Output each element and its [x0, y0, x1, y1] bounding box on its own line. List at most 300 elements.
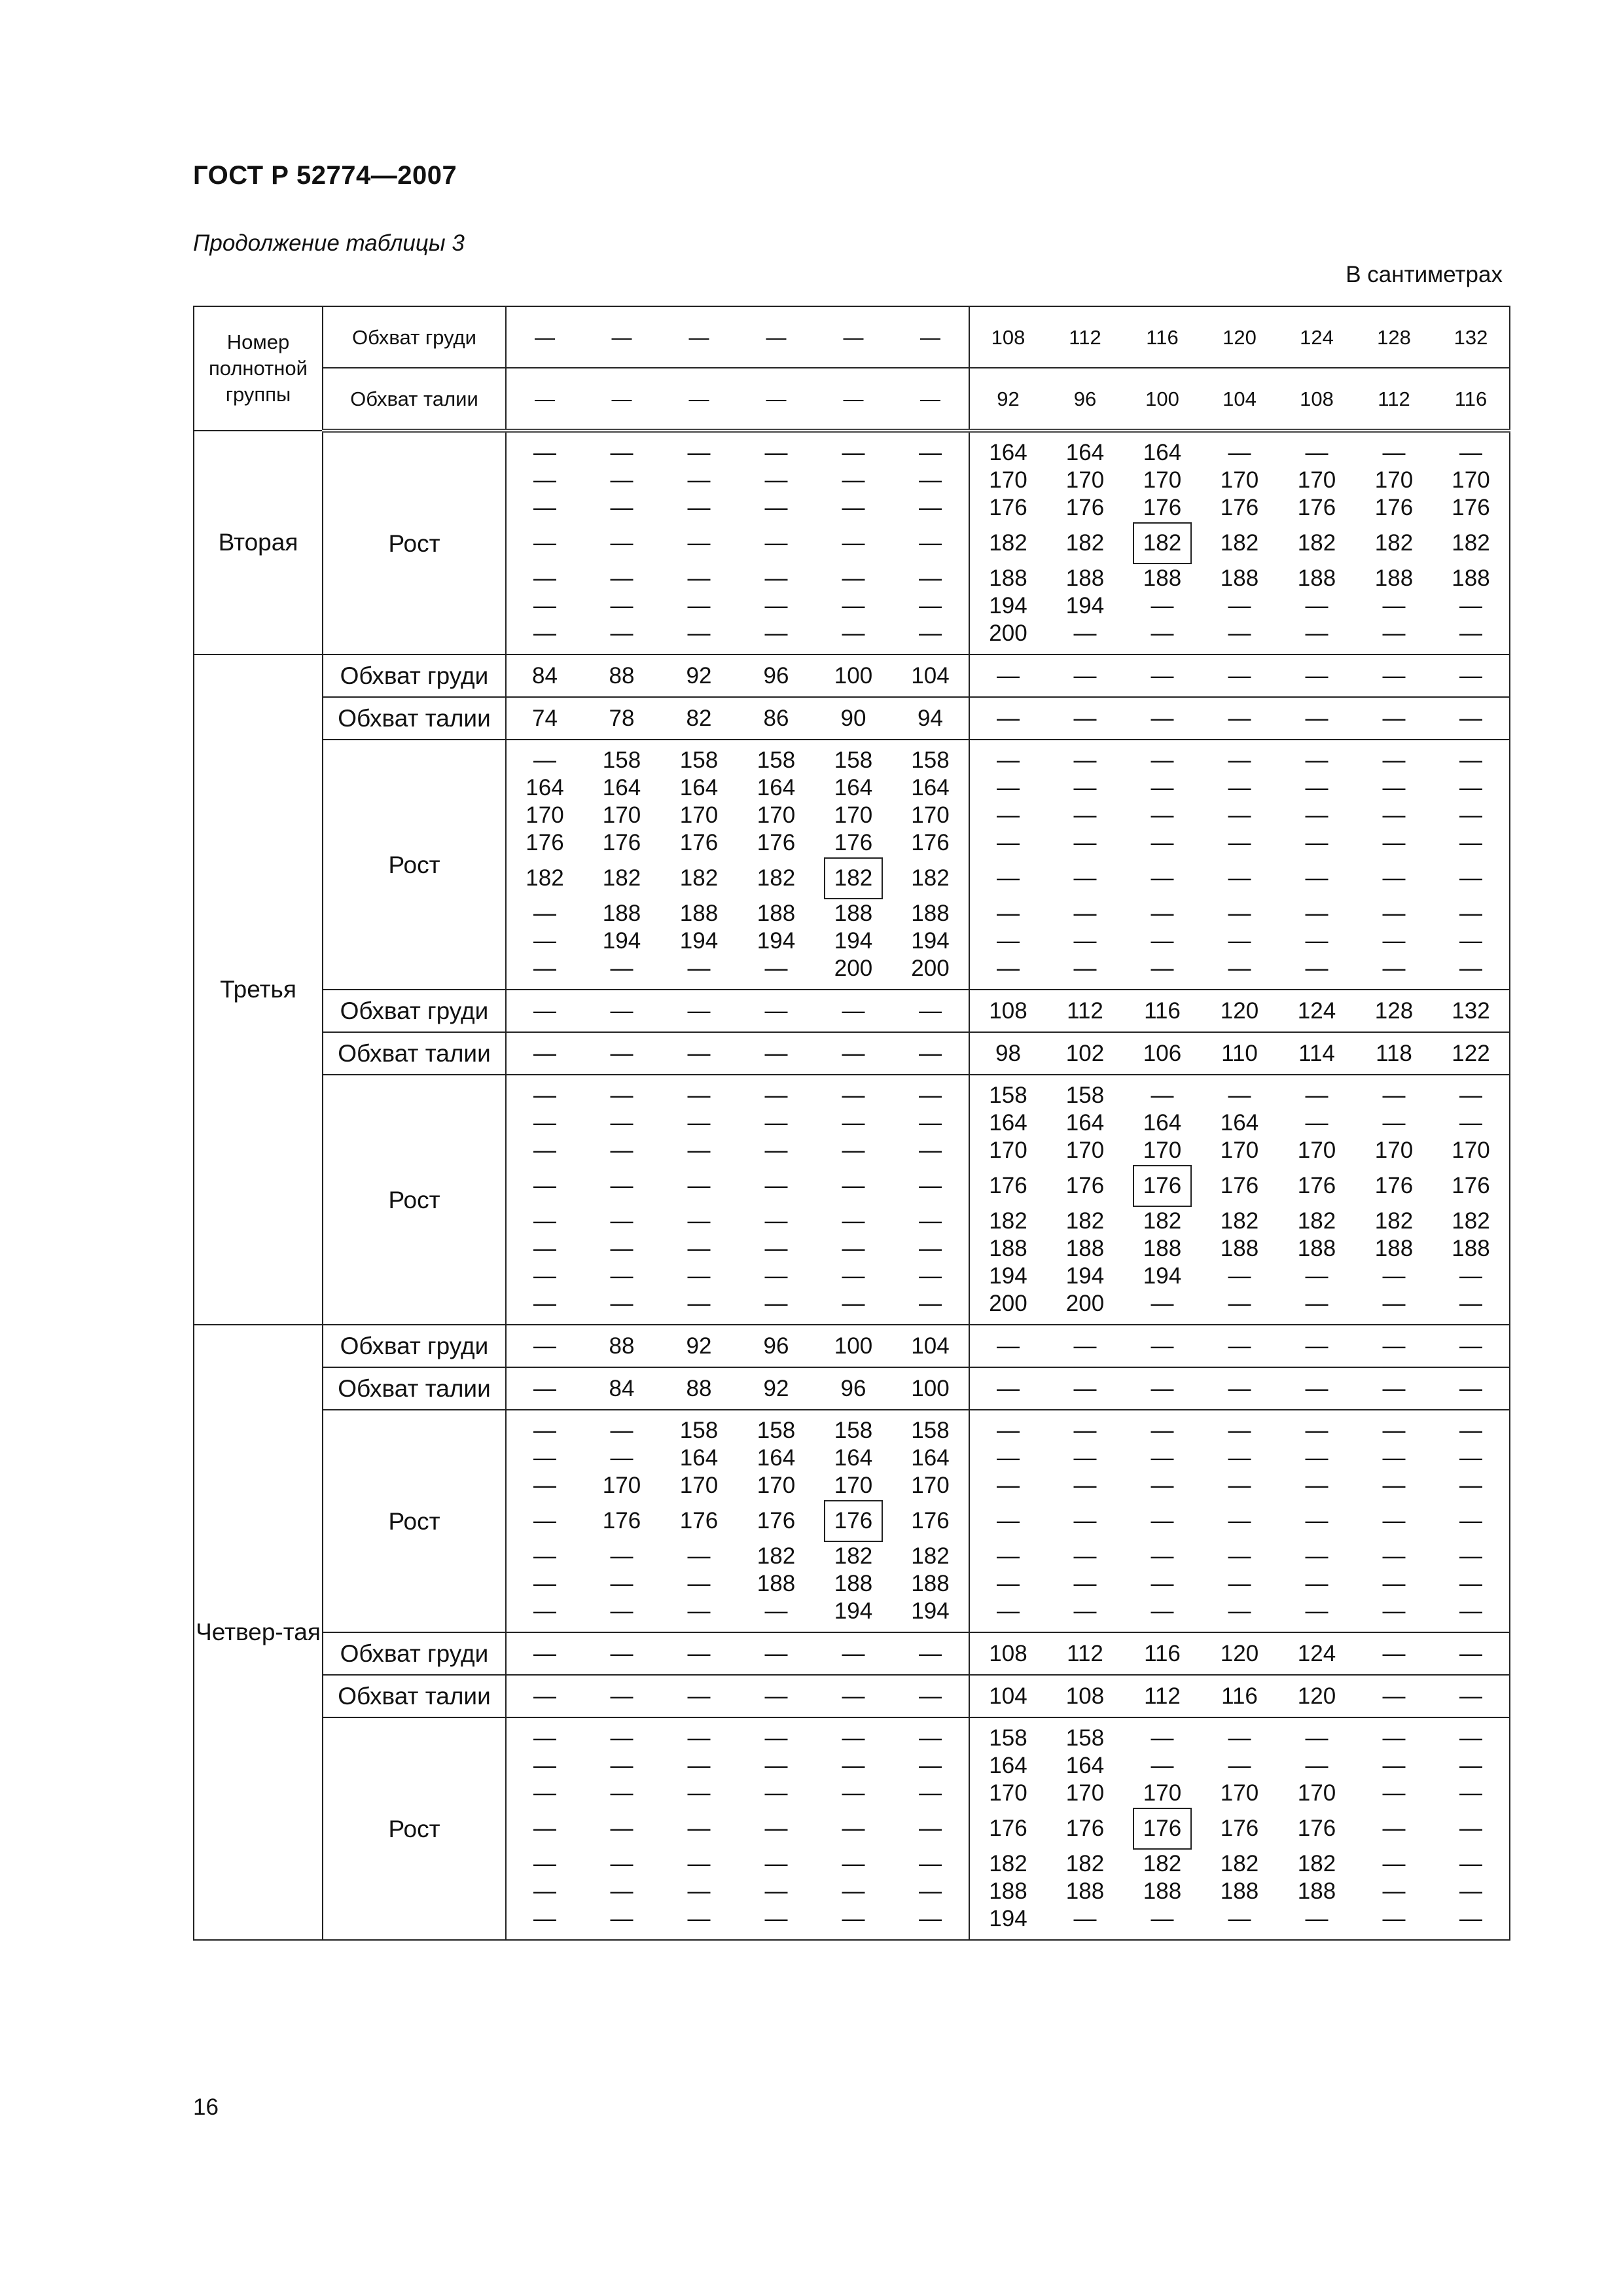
height-stack: [507, 1075, 583, 1324]
height-value: —: [764, 1598, 788, 1624]
table-cell: —: [1278, 697, 1355, 740]
height-value: —: [687, 620, 711, 646]
height-value: 164: [1220, 1110, 1259, 1136]
height-value: —: [687, 1543, 711, 1569]
height-value: 188: [757, 901, 796, 926]
height-value: 170: [1220, 1780, 1259, 1806]
height-stack: [1278, 740, 1355, 989]
height-value: —: [1228, 956, 1251, 981]
height-value: —: [1150, 928, 1174, 954]
height-stack: [1433, 740, 1509, 989]
height-column: [969, 431, 1046, 655]
height-value: 188: [1065, 1878, 1105, 1904]
height-value: —: [1305, 1263, 1329, 1289]
height-value: 158: [757, 1418, 796, 1443]
height-value: —: [687, 495, 711, 520]
table-cell: —: [660, 1675, 738, 1717]
height-stack: [1201, 1410, 1278, 1632]
table-cell: 92: [969, 368, 1046, 431]
height-value: 194: [911, 928, 950, 954]
height-value: —: [919, 1816, 942, 1841]
table-cell: 96: [1046, 368, 1124, 431]
height-value: 188: [1374, 565, 1414, 591]
table-cell: —: [660, 1632, 738, 1675]
table-cell: 102: [1046, 1032, 1124, 1075]
height-value: —: [764, 1878, 788, 1904]
table-cell: —: [506, 368, 583, 431]
height-row: [194, 740, 1510, 990]
height-value: —: [1459, 1878, 1482, 1904]
height-value: 170: [602, 802, 641, 828]
measurement-label: Обхват груди: [323, 1325, 506, 1367]
height-column: [1433, 1410, 1510, 1632]
height-value: 182: [1065, 530, 1105, 556]
height-value: 182: [679, 865, 719, 891]
height-value: —: [1228, 620, 1251, 646]
height-value: —: [1150, 1598, 1174, 1624]
table-cell: 92: [660, 1325, 738, 1367]
height-value: —: [1073, 1571, 1097, 1596]
height-value: —: [1073, 802, 1097, 828]
height-value: —: [997, 1418, 1020, 1443]
height-value: —: [533, 1173, 556, 1198]
height-value: 182: [1220, 530, 1259, 556]
height-value: —: [1228, 830, 1251, 855]
height-value: —: [1073, 747, 1097, 773]
height-value: 182: [526, 865, 564, 891]
height-value: 164: [602, 775, 641, 800]
height-value: 182: [1143, 1851, 1182, 1876]
measurement-row: [194, 1675, 1510, 1717]
height-column: [1124, 740, 1201, 990]
height-value: —: [997, 928, 1020, 954]
table-cell: —: [506, 1367, 583, 1410]
height-value: 158: [989, 1725, 1027, 1751]
height-value: —: [919, 530, 942, 556]
height-value: 182: [1374, 1208, 1414, 1234]
table-cell: —: [969, 1367, 1046, 1410]
table-cell: —: [815, 990, 892, 1032]
table-cell: —: [892, 1032, 969, 1075]
table-cell: 120: [1201, 1632, 1278, 1675]
height-column: [583, 1717, 660, 1940]
height-stack: [660, 433, 738, 654]
height-value: 170: [989, 467, 1027, 493]
height-value: —: [1459, 747, 1482, 773]
height-stack: [1433, 1410, 1509, 1632]
height-column: [660, 431, 738, 655]
measurement-label: Обхват талии: [323, 1032, 506, 1075]
height-value: —: [1305, 1445, 1329, 1471]
height-value: —: [1305, 747, 1329, 773]
height-row: [194, 1717, 1510, 1940]
height-value: 176: [1065, 495, 1105, 520]
table-cell: —: [1201, 1325, 1278, 1367]
height-value: 200: [989, 1291, 1027, 1316]
height-stack: [1278, 1075, 1355, 1324]
height-value: —: [1150, 901, 1174, 926]
height-stack: [892, 1718, 969, 1939]
height-value: —: [1305, 1473, 1329, 1498]
height-column: [738, 740, 815, 990]
table-cell: —: [660, 1032, 738, 1075]
table-cell: 100: [815, 655, 892, 697]
table-cell: —: [892, 1675, 969, 1717]
height-stack: [970, 433, 1046, 654]
height-value: —: [1073, 620, 1097, 646]
boxed-value: 176: [824, 1500, 883, 1542]
height-value: —: [610, 1418, 633, 1443]
measurement-row: [194, 697, 1510, 740]
height-value: —: [533, 565, 556, 591]
table-cell: 92: [660, 655, 738, 697]
height-value: 170: [1452, 1138, 1490, 1163]
height-value: —: [1459, 1753, 1482, 1778]
height-value: 170: [1143, 1138, 1182, 1163]
height-column: [815, 1410, 892, 1632]
height-value: 164: [1065, 440, 1105, 465]
height-value: —: [919, 1138, 942, 1163]
height-value: —: [764, 1138, 788, 1163]
height-value: —: [687, 1878, 711, 1904]
table-cell: 90: [815, 697, 892, 740]
height-value: —: [687, 467, 711, 493]
height-value: —: [533, 1083, 556, 1108]
height-value: —: [919, 565, 942, 591]
table-cell: 108: [969, 990, 1046, 1032]
height-value: —: [919, 1780, 942, 1806]
height-value: 194: [1065, 1263, 1105, 1289]
height-value: —: [1382, 1906, 1406, 1931]
height-value: —: [1150, 775, 1174, 800]
height-value: —: [1228, 1598, 1251, 1624]
height-value: —: [687, 1780, 711, 1806]
height-value: —: [919, 1173, 942, 1198]
height-value: —: [1228, 1445, 1251, 1471]
table-cell: —: [1201, 697, 1278, 740]
height-value: 188: [1452, 1236, 1490, 1261]
height-value: —: [842, 1110, 865, 1136]
height-value: 176: [1220, 495, 1259, 520]
height-value: 176: [1374, 495, 1414, 520]
table-cell: 112: [1046, 990, 1124, 1032]
height-value: —: [764, 1816, 788, 1841]
height-value: —: [610, 1725, 633, 1751]
height-value: —: [1228, 775, 1251, 800]
height-column: [506, 431, 583, 655]
height-value: —: [1150, 747, 1174, 773]
table-cell: 116: [1124, 306, 1201, 368]
height-value: —: [1305, 440, 1329, 465]
height-value: 158: [1065, 1725, 1105, 1751]
height-value: —: [1459, 1445, 1482, 1471]
height-value: —: [1459, 1263, 1482, 1289]
height-value: —: [1228, 593, 1251, 619]
height-value: —: [1382, 1851, 1406, 1876]
height-value: —: [1459, 1598, 1482, 1624]
height-value: 170: [1297, 1138, 1336, 1163]
height-value: 188: [1297, 565, 1336, 591]
height-value: —: [764, 1780, 788, 1806]
height-row: [194, 431, 1510, 655]
height-value: —: [1073, 1473, 1097, 1498]
height-value: 158: [757, 747, 796, 773]
height-value: 182: [1452, 1208, 1490, 1234]
height-value: —: [610, 1571, 633, 1596]
height-value: 188: [1143, 565, 1182, 591]
height-value: 182: [1065, 1851, 1105, 1876]
height-value: —: [1228, 1263, 1251, 1289]
table-cell: —: [892, 1632, 969, 1675]
height-value: —: [1382, 865, 1406, 891]
height-column: [660, 740, 738, 990]
height-value: —: [1228, 1473, 1251, 1498]
table-cell: —: [506, 990, 583, 1032]
height-value: —: [842, 1291, 865, 1316]
height-value: 176: [834, 830, 873, 855]
height-value: 164: [1143, 1110, 1182, 1136]
height-column: [815, 740, 892, 990]
table-cell: —: [1278, 1325, 1355, 1367]
height-value: —: [533, 620, 556, 646]
table-cell: —: [583, 1675, 660, 1717]
height-value: 188: [1297, 1236, 1336, 1261]
height-value: 188: [679, 901, 719, 926]
height-value: 194: [602, 928, 641, 954]
height-value: —: [919, 1263, 942, 1289]
table-cell: 124: [1278, 1632, 1355, 1675]
table-cell: 88: [583, 1325, 660, 1367]
height-stack: [815, 1410, 892, 1632]
height-value: 158: [1065, 1083, 1105, 1108]
height-stack: [1046, 433, 1124, 654]
table-cell: —: [815, 1632, 892, 1675]
height-value: —: [1382, 1418, 1406, 1443]
height-value: —: [687, 1725, 711, 1751]
height-value: 164: [1065, 1753, 1105, 1778]
height-value: —: [1459, 1780, 1482, 1806]
height-value: —: [997, 747, 1020, 773]
table-caption: Продолжение таблицы 3: [193, 230, 465, 256]
height-value: —: [997, 1508, 1020, 1534]
table-cell: 120: [1201, 990, 1278, 1032]
height-value: —: [533, 1291, 556, 1316]
table-cell: 108: [969, 306, 1046, 368]
table-cell: —: [815, 1032, 892, 1075]
height-column: [1355, 431, 1433, 655]
height-stack: [1355, 1718, 1433, 1939]
height-value: —: [1228, 865, 1251, 891]
height-value: 176: [1297, 1816, 1336, 1841]
height-value: —: [1459, 775, 1482, 800]
height-stack: [660, 1718, 738, 1939]
table-cell: 114: [1278, 1032, 1355, 1075]
height-value: 194: [679, 928, 719, 954]
height-value: 188: [602, 901, 641, 926]
height-value: —: [687, 1816, 711, 1841]
height-value: 158: [911, 747, 950, 773]
height-column: [969, 1717, 1046, 1940]
height-value: 176: [911, 830, 950, 855]
measurement-label: Обхват груди: [323, 655, 506, 697]
height-value: —: [610, 1753, 633, 1778]
height-value: 182: [989, 1851, 1027, 1876]
height-stack: [1201, 1075, 1278, 1324]
height-value: 188: [989, 565, 1027, 591]
height-stack: [892, 433, 969, 654]
height-value: —: [842, 1816, 865, 1841]
measurement-label: Обхват талии: [323, 697, 506, 740]
height-value: —: [1305, 1598, 1329, 1624]
height-value: 176: [1452, 495, 1490, 520]
height-value: —: [997, 802, 1020, 828]
height-value: —: [1382, 928, 1406, 954]
height-value: —: [687, 530, 711, 556]
height-value: —: [610, 1851, 633, 1876]
table-cell: —: [583, 990, 660, 1032]
height-column: [892, 1075, 969, 1325]
height-stack: [970, 1075, 1046, 1324]
measurement-row: [194, 1632, 1510, 1675]
table-cell: 104: [892, 655, 969, 697]
height-column: [815, 1717, 892, 1940]
height-value: —: [687, 593, 711, 619]
height-value: —: [919, 1906, 942, 1931]
height-value: —: [1305, 620, 1329, 646]
table-cell: —: [1124, 1367, 1201, 1410]
height-value: —: [1382, 1598, 1406, 1624]
height-label: Рост: [323, 1075, 506, 1325]
height-value: —: [764, 1208, 788, 1234]
height-value: —: [1228, 901, 1251, 926]
height-value: —: [533, 901, 556, 926]
height-value: —: [1459, 1473, 1482, 1498]
table-cell: —: [1201, 655, 1278, 697]
table-cell: 100: [1124, 368, 1201, 431]
height-value: —: [1305, 928, 1329, 954]
height-column: [738, 1717, 815, 1940]
height-value: —: [764, 593, 788, 619]
height-stack: [815, 740, 892, 989]
height-value: —: [533, 1473, 556, 1498]
height-value: —: [533, 1236, 556, 1261]
height-value: —: [610, 1816, 633, 1841]
height-value: —: [610, 1236, 633, 1261]
height-value: —: [1228, 1083, 1251, 1108]
height-value: —: [764, 1083, 788, 1108]
height-value: —: [687, 1906, 711, 1931]
height-stack: [892, 1075, 969, 1324]
height-stack: [1124, 433, 1201, 654]
height-value: —: [610, 467, 633, 493]
height-value: 188: [757, 1571, 796, 1596]
height-column: [1201, 1075, 1278, 1325]
height-value: 194: [1143, 1263, 1182, 1289]
height-stack: [815, 433, 892, 654]
table-cell: 96: [738, 1325, 815, 1367]
height-value: 194: [757, 928, 796, 954]
table-cell: 116: [1124, 1632, 1201, 1675]
height-value: 164: [679, 775, 719, 800]
height-value: 170: [526, 802, 564, 828]
table-cell: 104: [892, 1325, 969, 1367]
height-stack: [1278, 433, 1355, 654]
height-value: 170: [1452, 467, 1490, 493]
height-column: [660, 1075, 738, 1325]
height-value: 170: [757, 1473, 796, 1498]
height-column: [1124, 1075, 1201, 1325]
height-value: —: [1305, 1725, 1329, 1751]
table-cell: —: [1124, 697, 1201, 740]
height-value: —: [687, 1571, 711, 1596]
height-column: [1124, 1717, 1201, 1940]
table-cell: —: [738, 1032, 815, 1075]
height-value: —: [1150, 1725, 1174, 1751]
height-value: —: [919, 1753, 942, 1778]
height-value: —: [1382, 593, 1406, 619]
height-value: —: [1382, 1780, 1406, 1806]
height-value: —: [1459, 865, 1482, 891]
height-value: 164: [834, 775, 873, 800]
table-cell: 78: [583, 697, 660, 740]
height-column: [1278, 1075, 1355, 1325]
height-value: —: [533, 1508, 556, 1534]
height-column: [1124, 1410, 1201, 1632]
height-value: —: [1073, 775, 1097, 800]
document-title: ГОСТ Р 52774—2007: [193, 161, 457, 190]
highlighted-height-value: [1133, 1807, 1192, 1850]
height-value: 200: [1065, 1291, 1105, 1316]
table-cell: 110: [1201, 1032, 1278, 1075]
height-value: 176: [1065, 1816, 1105, 1841]
height-value: —: [533, 1906, 556, 1931]
height-value: 176: [1143, 495, 1182, 520]
height-value: —: [687, 1236, 711, 1261]
height-value: —: [533, 1878, 556, 1904]
height-stack: [1433, 1075, 1509, 1324]
height-stack: [507, 433, 583, 654]
height-value: 170: [834, 1473, 873, 1498]
table-cell: 108: [1278, 368, 1355, 431]
table-cell: 106: [1124, 1032, 1201, 1075]
height-value: —: [1150, 1543, 1174, 1569]
height-value: —: [1305, 865, 1329, 891]
table-cell: —: [1278, 1367, 1355, 1410]
table-cell: —: [1355, 1675, 1433, 1717]
height-stack: [738, 1075, 815, 1324]
height-column: [1355, 740, 1433, 990]
height-value: 176: [989, 495, 1027, 520]
height-value: —: [842, 565, 865, 591]
height-value: 188: [1220, 1878, 1259, 1904]
height-value: —: [997, 1473, 1020, 1498]
highlighted-height-value: [824, 857, 883, 900]
height-value: —: [1459, 1083, 1482, 1108]
height-stack: [970, 1718, 1046, 1939]
table-cell: 118: [1355, 1032, 1433, 1075]
height-column: [506, 1717, 583, 1940]
height-stack: [660, 1075, 738, 1324]
height-value: 158: [911, 1418, 950, 1443]
height-value: —: [610, 593, 633, 619]
height-label: Рост: [323, 740, 506, 990]
height-value: 188: [1143, 1236, 1182, 1261]
height-value: —: [842, 593, 865, 619]
table-cell: —: [1433, 1325, 1510, 1367]
height-value: 188: [911, 1571, 950, 1596]
height-value: —: [764, 1291, 788, 1316]
height-value: 164: [757, 1445, 796, 1471]
